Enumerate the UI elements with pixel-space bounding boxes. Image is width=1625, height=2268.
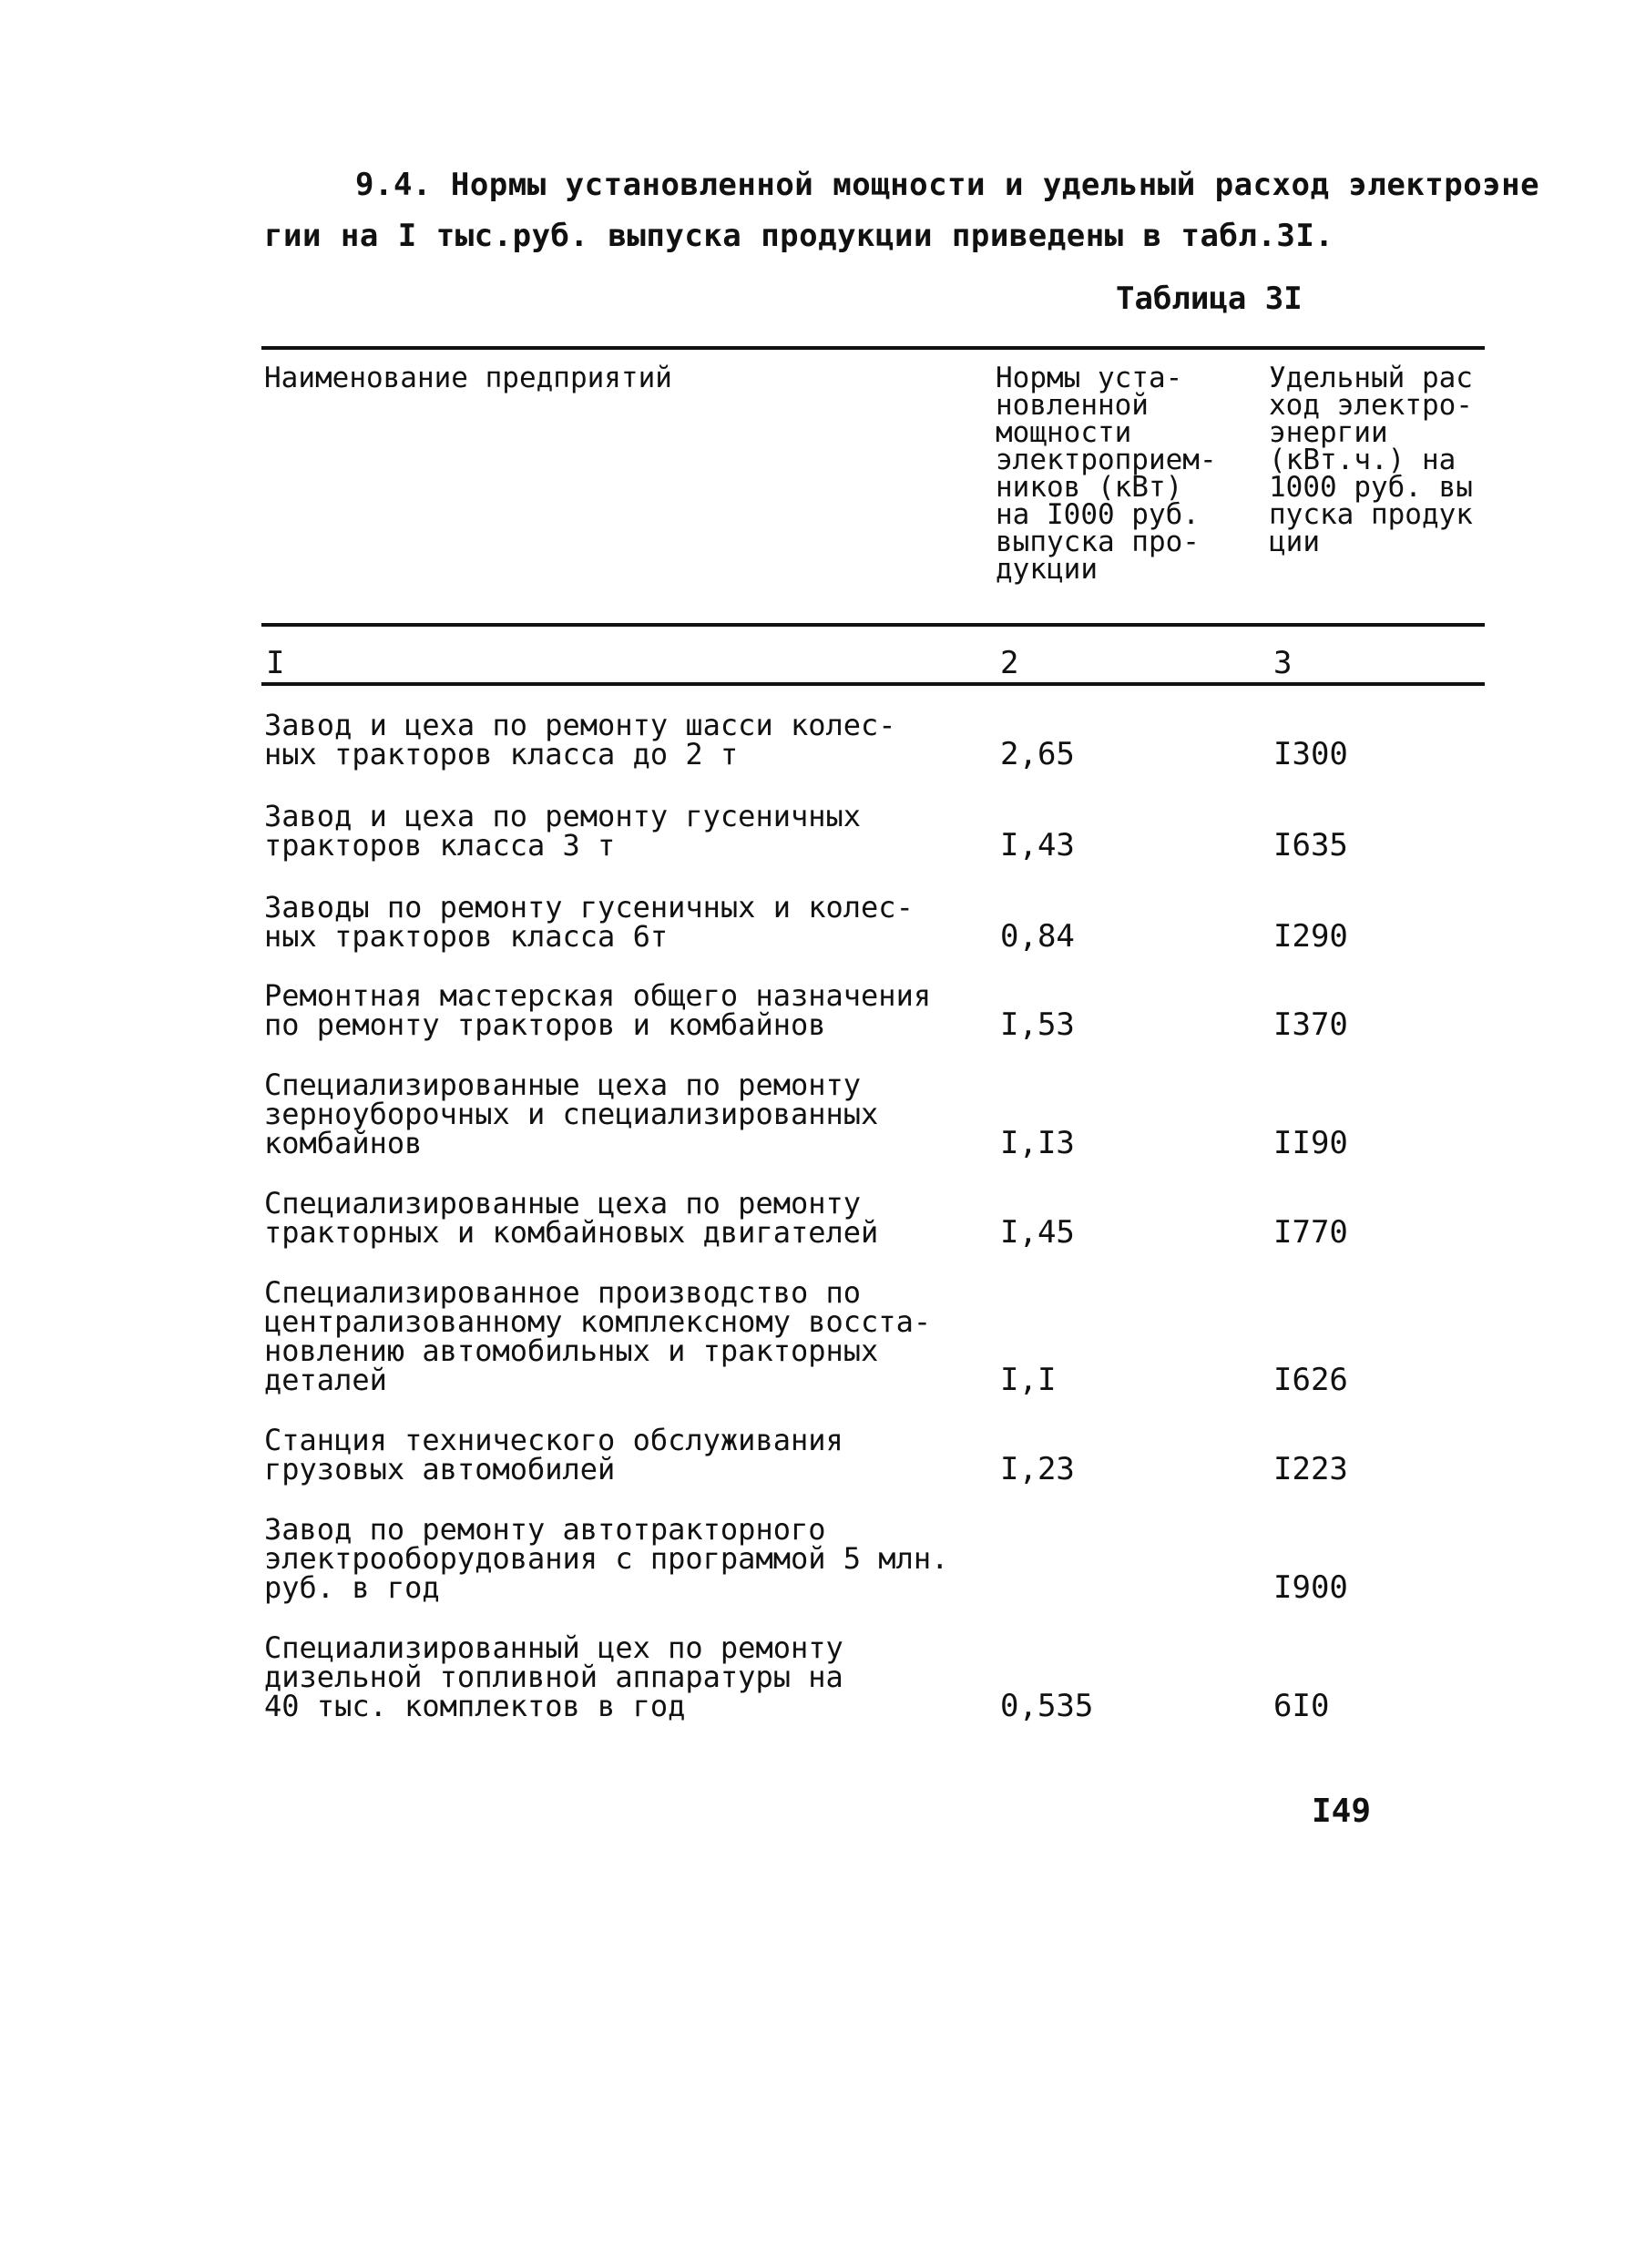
column-numbers-rule <box>261 682 1485 686</box>
power-norm-value: 0,535 <box>1000 1688 1094 1724</box>
power-norm-value: I,I <box>1000 1362 1057 1398</box>
table-row <box>264 1512 1485 1606</box>
table-row <box>264 978 1485 1043</box>
consumption-value: I770 <box>1273 1214 1348 1251</box>
column-number-1: I <box>266 645 285 681</box>
power-norm-value: I,43 <box>1000 827 1075 863</box>
enterprise-name: Завод и цеха по ремонту гусеничных тракторов класса 3 т <box>264 799 862 863</box>
table-row <box>264 708 1485 772</box>
header-energy-consumption: Удельный рас ход электро- энергии (кВт.ч.) на 1000 руб. вы пуска продук ции <box>1269 362 1473 558</box>
table-row <box>264 1275 1485 1398</box>
table-top-rule <box>261 346 1485 350</box>
table-row <box>264 1630 1485 1724</box>
power-norm-value: I,23 <box>1000 1451 1075 1487</box>
enterprise-name: Специализированное производство по централизованному комплексному восста- новлению автомобильных и тракторных деталей <box>264 1275 932 1397</box>
enterprise-name: Завод по ремонту автотракторного электрооборудования с программой 5 млн. руб. в год <box>264 1512 949 1605</box>
intro-line-2: гии на I тыс.руб. выпуска продукции приведены в табл.3I. <box>264 218 1334 254</box>
consumption-value: I290 <box>1273 918 1348 955</box>
table-body <box>264 708 1485 1724</box>
consumption-value: I300 <box>1273 736 1348 772</box>
table-row <box>264 1068 1485 1161</box>
column-number-3: 3 <box>1273 645 1293 681</box>
consumption-value: I900 <box>1273 1569 1348 1606</box>
page-number: I49 <box>1312 1793 1372 1830</box>
table-row <box>264 1186 1485 1251</box>
enterprise-name: Специализированные цеха по ремонту тракторных и комбайновых двигателей <box>264 1186 879 1250</box>
table-row <box>264 799 1485 863</box>
consumption-value: I223 <box>1273 1451 1348 1487</box>
consumption-value: II90 <box>1273 1125 1348 1161</box>
consumption-value: I635 <box>1273 827 1348 863</box>
power-norm-value: 2,65 <box>1000 736 1075 772</box>
enterprise-name: Завод и цеха по ремонту шасси колес- ных тракторов класса до 2 т <box>264 708 896 771</box>
table-row <box>264 1423 1485 1487</box>
power-norm-value: 0,84 <box>1000 918 1075 955</box>
table-caption: Таблица 3I <box>1116 281 1303 317</box>
header-power-norm: Нормы уста- новленной мощности электроприем- ников (кВт) на I000 руб. выпуска про- дукции <box>996 362 1217 586</box>
enterprise-name: Заводы по ремонту гусеничных и колес- ных тракторов класса 6т <box>264 890 914 954</box>
intro-paragraph <box>264 159 1540 261</box>
enterprise-name: Специализированный цех по ремонту дизельной топливной аппаратуры на 40 тыс. комплектов в год <box>264 1630 843 1723</box>
enterprise-name: Специализированные цеха по ремонту зерноуборочных и специализированных комбайнов <box>264 1068 879 1160</box>
power-norm-value: I,45 <box>1000 1214 1075 1251</box>
intro-line-1: 9.4. Нормы установленной мощности и удельный расход электроэне <box>355 167 1540 203</box>
consumption-value: 6I0 <box>1273 1688 1330 1724</box>
column-number-2: 2 <box>1000 645 1019 681</box>
consumption-value: I626 <box>1273 1362 1348 1398</box>
table-row <box>264 890 1485 955</box>
power-norm-value: I,53 <box>1000 1006 1075 1043</box>
header-bottom-rule <box>261 623 1485 627</box>
enterprise-name: Станция технического обслуживания грузовых автомобилей <box>264 1423 843 1486</box>
power-norm-value: I,I3 <box>1000 1125 1075 1161</box>
enterprise-name: Ремонтная мастерская общего назначения по ремонту тракторов и комбайнов <box>264 978 932 1042</box>
header-enterprise-name: Наименование предприятий <box>264 362 672 394</box>
consumption-value: I370 <box>1273 1006 1348 1043</box>
